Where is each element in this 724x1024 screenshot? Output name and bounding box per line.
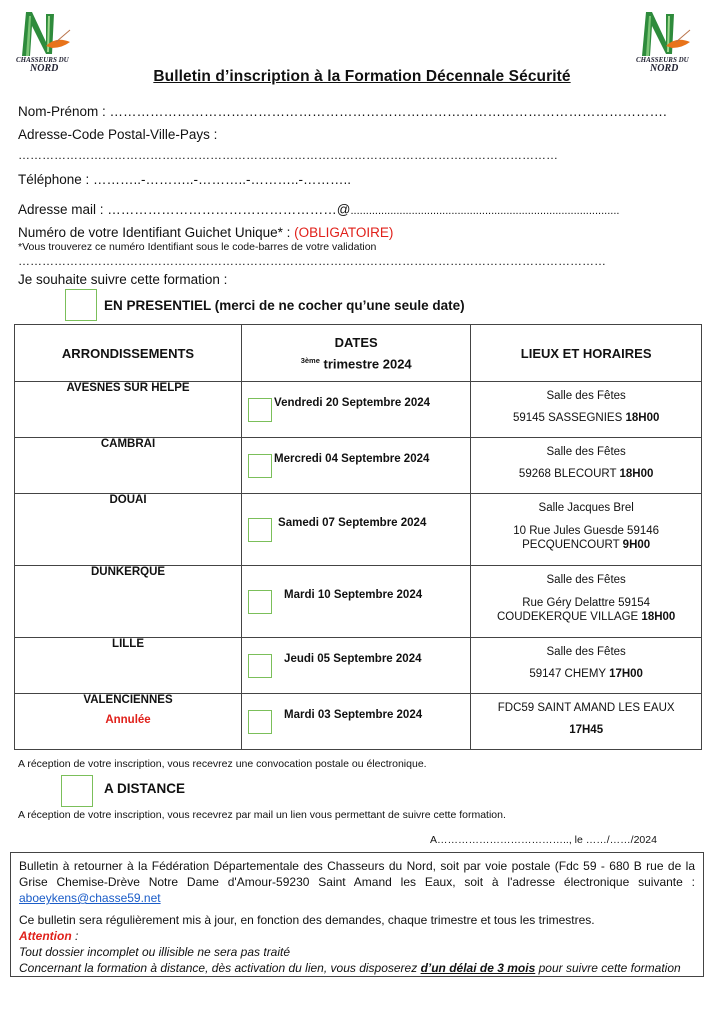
lieu-city: PECQUENCOURT [522,539,623,551]
attention-heading [19,928,695,944]
date-checkbox-douai[interactable] [248,518,272,542]
table-row [15,494,702,566]
arrondissement-name: AVESNES SUR HELPE [66,382,190,394]
presentiel-label: EN PRESENTIEL (merci de ne cocher qu’une seule date) [104,298,465,313]
chasseurs-du-nord-logo-icon [632,10,698,58]
lieu-venue: FDC59 SAINT AMAND LES EAUX [497,702,675,714]
header-lieux: LIEUX ET HORAIRES [471,325,702,382]
adresse-field[interactable]: ……………………………………………………………………………………………………………………… [18,148,558,162]
signature-line[interactable]: A……………………………….., le ……/……/2024 [430,834,657,846]
date-text: Mardi 10 Septembre 2024 [284,589,423,601]
distance-delay-suffix: pour suivre cette formation [535,961,681,975]
contact-email-link[interactable]: aboeykens@chasse59.net [19,891,161,905]
lieu-cell [471,566,702,638]
return-instructions [19,858,695,906]
lieu-cell [471,694,702,750]
date-cell [242,382,471,438]
date-checkbox-dunkerque[interactable] [248,590,272,614]
lieu-venue: Salle des Fêtes [546,446,626,458]
distance-delay-note [19,960,695,976]
required-badge: (OBLIGATOIRE) [294,225,394,240]
lieu-cell [471,382,702,438]
attention-colon: : [71,929,79,943]
lieu-venue: Salle des Fêtes [546,574,626,586]
header-dates-title: DATES [334,334,378,350]
arrondissement-name: LILLE [112,638,144,650]
chasseurs-du-nord-logo-icon [12,10,78,58]
date-text: Mercredi 04 Septembre 2024 [274,453,430,465]
identifiant-note: *Vous trouverez ce numéro Identifiant sous le code-barres de votre validation [18,241,377,253]
date-cell [242,566,471,638]
date-cell [242,438,471,494]
update-note: Ce bulletin sera régulièrement mis à jour, en fonction des demandes, chaque trimestre et tous les trimestres. [19,913,595,927]
header-dates-sup: 3ème [300,355,320,365]
date-checkbox-valenciennes[interactable] [248,710,272,734]
distance-delay-value: d’un délai de 3 mois [420,961,536,975]
lieu-address: 59145 SASSEGNIES [512,412,626,424]
email-domain-dots: ........................................................................................ [350,205,620,217]
arrondissement-cell [15,438,242,494]
formation-prompt: Je souhaite suivre cette formation : [18,272,228,287]
header-arrondissements: ARRONDISSEMENTS [15,325,242,382]
table-row [15,638,702,694]
presentiel-checkbox[interactable] [65,289,97,321]
date-text: Samedi 07 Septembre 2024 [278,517,427,529]
date-text: Vendredi 20 Septembre 2024 [274,397,431,409]
date-text: Jeudi 05 Septembre 2024 [284,653,422,665]
lieu-city: COUDEKERQUE VILLAGE [496,611,642,623]
distance-delay-prefix: Concernant la formation à distance, dès activation du lien, vous disposerez [19,961,421,975]
lieu-address: 59268 BLECOURT [518,468,620,480]
logo-left [12,10,82,74]
arrondissement-name: DOUAI [109,494,147,506]
header-dates-trimestre: trimestre 2024 [319,356,412,372]
table-row [15,694,702,750]
adresse-label: Adresse-Code Postal-Ville-Pays : [18,127,218,142]
lieu-time: 18H00 [625,412,660,424]
logo-text-line1: CHASSEURS DU [16,56,69,64]
arrondissement-cell [15,494,242,566]
distance-checkbox[interactable] [61,775,93,807]
lieu-time: 9H00 [622,539,651,551]
identifiant-field[interactable]: ………………………………………………………………………………………………………………………………… [18,254,606,268]
page-title: Bulletin d’inscription à la Formation Décennale Sécurité [153,68,571,85]
email-field[interactable] [18,202,619,217]
lieu-time: 18H00 [641,611,676,623]
convocation-note: A réception de votre inscription, vous recevrez une convocation postale ou électronique. [18,758,427,770]
date-cell [242,494,471,566]
arrondissement-cell [15,694,242,750]
date-checkbox-cambrai[interactable] [248,454,272,478]
logo-right [632,10,702,74]
lieu-cell [471,638,702,694]
schedule-table [14,324,702,750]
table-header-row [15,325,702,382]
arrondissement-cell [15,638,242,694]
date-checkbox-lille[interactable] [248,654,272,678]
lieu-address: 59147 CHEMY [529,668,610,680]
date-text: Mardi 03 Septembre 2024 [284,709,423,721]
logo-text-line2: NORD [650,63,679,74]
incomplete-warning: Tout dossier incomplet ou illisible ne sera pas traité [19,945,291,959]
return-instructions-box [10,852,704,977]
return-text: Bulletin à retourner à la Fédération Départementale des Chasseurs du Nord, soit par voie postale (Fdc 59 - 680 B rue de la Grise Chemise-Drève Notre Dame d'Amour-59230 Saint Amand les Eaux, soit à l'adresse électronique suivante : [19,859,695,889]
cancelled-badge: Annulée [105,714,151,726]
arrondissement-cell [15,566,242,638]
attention-label: Attention [19,929,72,943]
nom-prenom-field[interactable]: Nom-Prénom : ……………………………………………………………………………………………………………. [18,104,667,119]
identifiant-label-text: Numéro de votre Identifiant Guichet Unique* : [18,225,295,240]
logo-text-line2: NORD [30,63,59,74]
date-checkbox-avesnes[interactable] [248,398,272,422]
table-row [15,566,702,638]
arrondissement-name: VALENCIENNES [83,694,173,706]
arrondissement-name: DUNKERQUE [90,566,166,578]
logo-text-line1: CHASSEURS DU [636,56,689,64]
lieu-address: Rue Géry Delattre 59154 [522,597,651,609]
lieu-venue: Salle des Fêtes [546,646,626,658]
arrondissement-cell [15,382,242,438]
date-cell [242,638,471,694]
lieu-venue: Salle Jacques Brel [538,502,634,514]
distance-note: A réception de votre inscription, vous recevrez par mail un lien vous permettant de suivre cette formation. [18,809,506,821]
lieu-cell [471,438,702,494]
arrondissement-name: CAMBRAI [100,438,156,450]
date-cell [242,694,471,750]
telephone-field[interactable]: Téléphone : ………..-………..-………..-………..-……….. [18,172,352,187]
header-dates [242,325,471,382]
lieu-time: 17H00 [609,668,643,680]
distance-label: A DISTANCE [104,781,185,796]
lieu-cell [471,494,702,566]
identifiant-label [18,225,393,240]
table-row [15,438,702,494]
lieu-address: 10 Rue Jules Guesde 59146 [513,525,660,537]
lieu-time: 18H00 [619,468,654,480]
lieu-time: 17H45 [569,724,604,736]
lieu-venue: Salle des Fêtes [546,390,626,402]
table-row [15,382,702,438]
email-prefix: Adresse mail : ……………………………………………@ [18,202,351,217]
